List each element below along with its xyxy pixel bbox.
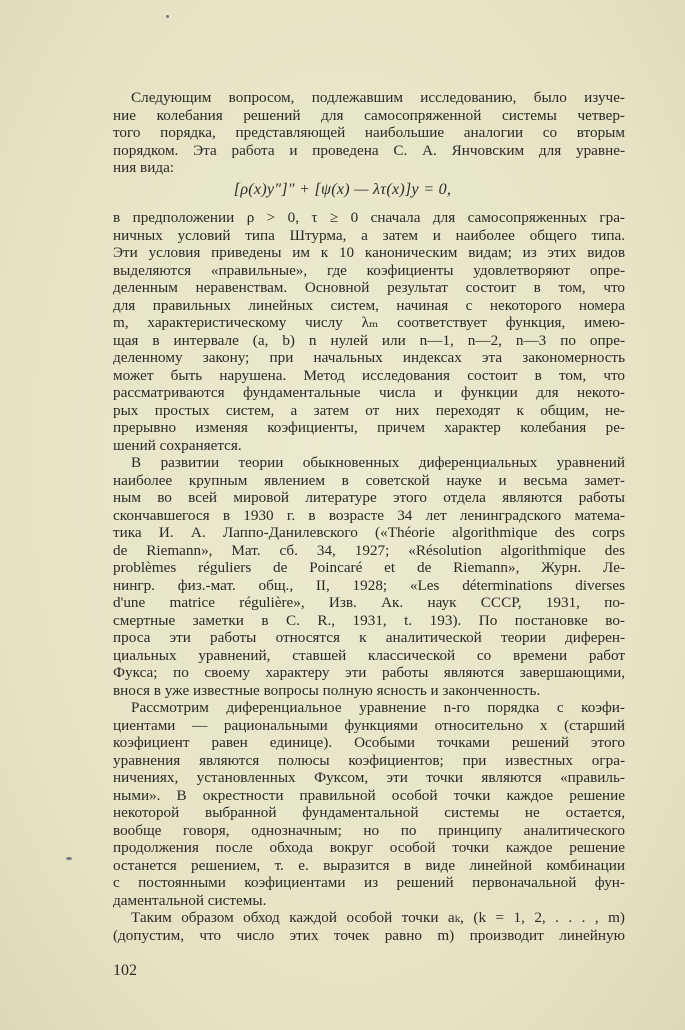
scan-speck [166,15,169,18]
text-line: продолжения после обхода вокруг особой точки каждое решение [113,839,625,856]
text-line: (допустим, что число этих точек равно m) производит линейную [113,926,625,944]
text-line: Таким образом обход каждой особой точки aₖ, (k = 1, 2, . . . , m) [131,909,625,926]
page-number: 102 [113,962,137,979]
equation: [ρ(x)y″]″ + [ψ(x) — λτ(x)]y = 0, [233,181,452,198]
text-line: Фукса; по своему характеру эти работы являются завершающими, [113,664,625,681]
text-line: d'une matrice régulière», Изв. Ак. наук СССР, 1931, по- [113,594,625,611]
text-line: В развитии теории обыкновенных диференциальных уравнений [131,454,625,471]
text-line: деленным неравенствам. Основной результат состоит в том, что [113,279,625,296]
text-line: Следующим вопросом, подлежавшим исследованию, было изуче- [131,89,625,106]
text-line: некоторой выбранной фундаментальной системы не остается, [113,804,625,821]
text-line: уравнения являются полюсы коэфициентов; при известных огра- [113,751,625,769]
text-line: ние колебания решений для самосопряженной системы четвер- [113,106,625,124]
text-line: problèmes réguliers de Poincaré et de Riemann», Журн. Ле- [113,559,625,576]
text-line: Эти условия приведены им к 10 каноническим видам; из этих видов [113,244,625,261]
text-line: ничениях, установленных Фуксом, эти точки являются «правиль- [113,769,625,786]
text-line: de Riemann», Мат. сб. 34, 1927; «Résolution algorithmique des [113,541,625,559]
text-line: m, характеристическому числу λₘ соответствует функция, имею- [113,314,625,331]
text-line: ными». В окрестности правильной особой точки каждое решение [113,786,625,804]
text-line: порядком. Эта работа и проведена С. А. Янчовским для уравне- [113,141,625,159]
text-line: рых простых систем, а затем от них переходят к общим, не- [113,401,625,419]
text-line: Рассмотрим диференциальное уравнение n-го порядка с коэфи- [131,699,625,716]
text-line: шений сохраняется. [113,436,242,454]
text-line: коэфициент равен единице). Особыми точками решений этого [113,734,625,751]
text-line: щая в интервале (a, b) n нулей или n—1, n—2, n—3 по опре- [113,331,625,349]
text-line: нингр. физ.-мат. общ., II, 1928; «Les déterminations diverses [113,576,625,594]
text-line: деленному закону; при начальных индексах эта закономерность [113,349,625,366]
text-line: ния вида: [113,159,175,176]
scan-mark [66,857,72,860]
text-line: останется решением, т. е. выразится в виде линейной комбинации [113,856,625,874]
text-line: в предположении ρ > 0, τ ≥ 0 сначала для самосопряженных гра- [113,209,625,226]
text-line: вообще говоря, однозначным; но по принципу аналитического [113,821,625,839]
text-line: скончавшегося в 1930 г. в возрасте 34 лет ленинградского матема- [113,506,625,524]
text-line: того порядка, представляющей наибольшие аналогии со вторым [113,124,625,141]
text-line: проса эти работы относятся к аналитической теории диферен- [113,629,625,646]
text-line: смертные заметки в C. R., 1931, t. 193). По постановке во- [113,611,625,629]
text-line: циальных уравнений, ставшей классической со времени работ [113,646,625,664]
text-line: тика И. А. Лаппо-Данилевского («Théorie algorithmique des corps [113,524,625,541]
text-line: прерывно изменяя коэфициенты, причем характер колебания ре- [113,419,625,436]
text-line: внося в уже известные вопросы полную ясность и законченность. [113,681,541,699]
text-line: даментальной системы. [113,891,267,909]
text-line: ничных условий типа Штурма, а затем и наиболее общего типа. [113,226,625,244]
text-line: выделяются «правильные», где коэфициенты удовлетворяют опре- [113,261,625,279]
text-line: с постоянными коэфициентами из решений первоначальной фун- [113,874,625,891]
text-line: может быть нарушена. Метод исследования состоит в том, что [113,366,625,384]
text-line: ным во всей мировой литературе этого отдела являются работы [113,489,625,506]
text-line: циентами — рациональными функциями относительно x (старший [113,716,625,734]
text-line: наиболее крупным явлением в советской науке и весьма замет- [113,471,625,489]
text-line: для правильных линейных систем, начиная с некоторого номера [113,296,625,314]
text-line: рассматриваются фундаментальные числа и функции для некото- [113,384,625,401]
